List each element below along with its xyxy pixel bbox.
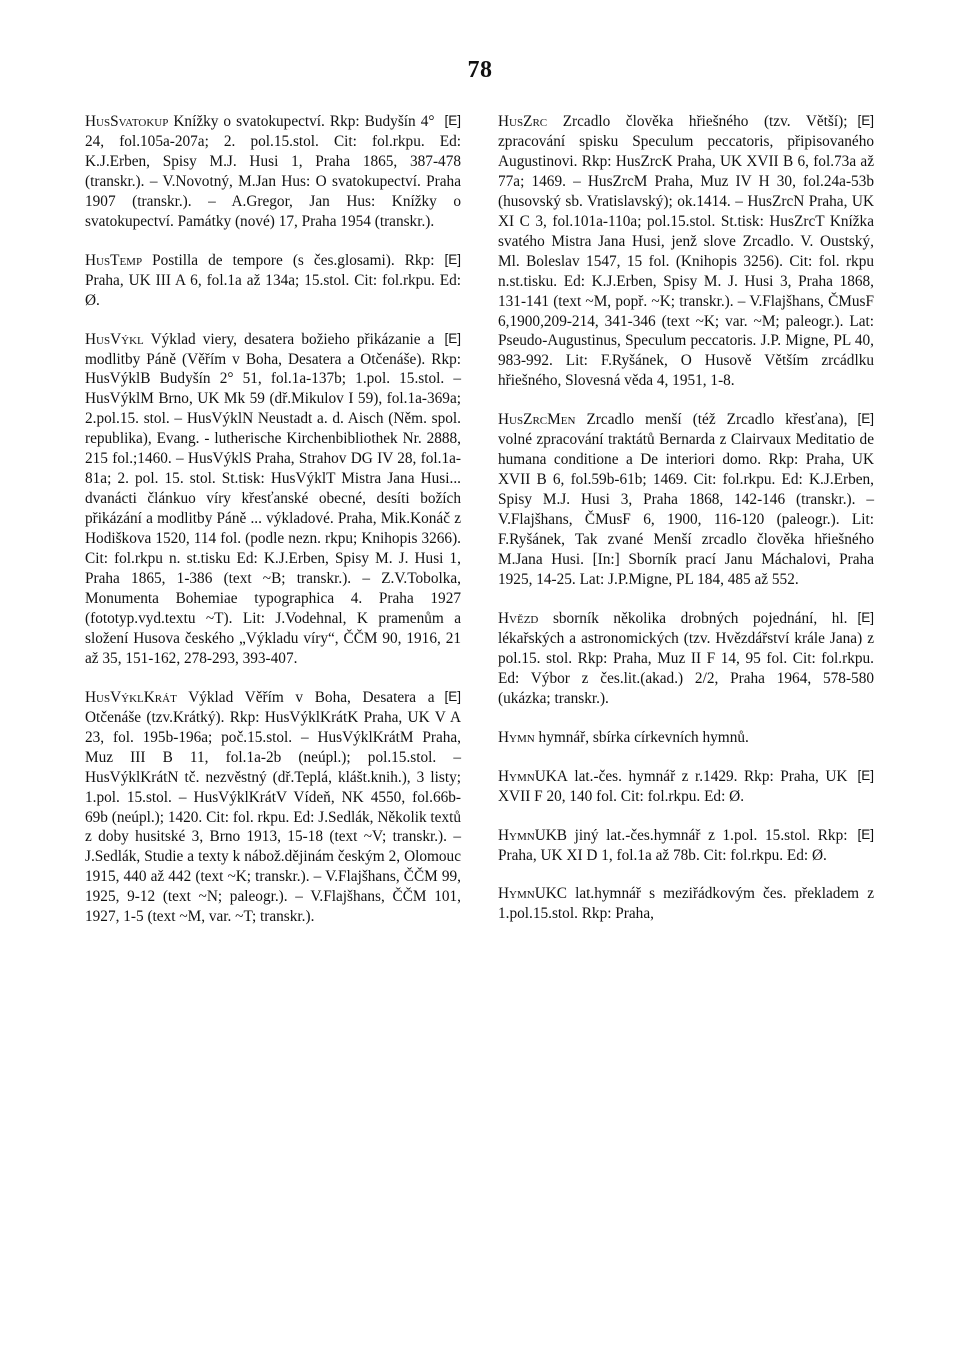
entry-text: Výklad Věřím v Boha, Desatera a Otčenáše (tzv.Krátký). Rkp: HusVýklKrátK Praha, UK V A 23, fol. 195b-196a; poč.15.stol. – HusVýklKrátM Praha, Muz III B 11, fol.1a-2b (neúpl.); pol.15.stol. – HusVýklKrátN tč. nezvěstný (dř.Teplá, klášt.knih.), 3 listy; 1.pol. 15.stol. – HusVýklKrátV Vídeň, NK 4550, fol.66b-69b (neúpl.); 1420. Cit: fol. rkpu. Ed: J.Sedlák, Několik textů z doby husitské 3, Brno 1913, 15-18 (text ~V; transkr.). – J.Sedlák, Studie a texty k nábož.dějinám českým 2, Olomouc 1915, 440 až 442 (text ~K; transkr.). – V.Flajšhans, ČČM 99, 1925, 9-12 (text ~N; paleogr.). – V.Flajšhans, ČČM 101, 1927, 1-5 (text ~M, var. ~T; transkr.). xyxy=(85,688,462,926)
entry-text: jiný lat.-čes.hymnář z 1.pol. 15.stol. Rkp: Praha, UK XI D 1, fol.1a až 78b. Cit: fol.rkpu. Ed: Ø. xyxy=(498,826,848,864)
edition-mark: [E] xyxy=(857,767,874,783)
entry-text: Výklad viery, desatera božieho přikázanie a modlitby Páně (Věřím v Boha, Desatera a Otčenáše). Rkp: HusVýklB Budyšín 2° 51, fol.1a-137b; 1.pol. 15.stol. – HusVýklM Brno, UK Mk 59 (dř.Mikulov I 59), fol.1a-369a; 2.pol.15. stol. – HusVýklN Neustadt a. d. Aisch (Něm. spol. republika), Evang. - lutherische Kirchenbibliothek Nr. 2888, 215 fol.;1460. – HusVýklS Praha, Strahov DG IV 28, fol.1a-81a; 2. pol. 15. stol. St.tisk: HusVýklT Mistra Jana Husi... dvanácti článkuo víry křesťanské obecné, desíti božích přikázání a modlitby Páně ... výkladové. Praha, Mik.Konáč z Hodiškova 1520, 114 fol. (podle nezn. rkpu; Knihopis 3266). Cit: fol.rkpu n. st.tisku Ed: K.J.Erben, Spisy M. J. Husi 1, Praha 1865, 1-386 (text ~B; transkr.). – Z.V.Tobolka, Monumenta Bohemiae typographica 4. Praha 1927 (fototyp.vyd.textu ~T). Lit: J.Vodehnal, K pramenům a složení Husova českého „Výkladu víry“, ČČM 90, 1916, 21 až 35, 151-162, 278-293, 393-407. xyxy=(85,330,461,667)
dictionary-entry-huszrc xyxy=(498,112,874,391)
entry-text: Zrcadlo menší (též Zrcadlo křesťana), volné zpracování traktátů Bernarda z Clairvaux Meditatio de humana conditione a De interiori domo. Rkp: Praha, UK XVII B 6, fol.59b-61b; 1469. Cit: fol.rkpu. Ed: K.J.Erben, Spisy M.J. Husi 3, Praha 1868, 142-146 (transkr.). – V.Flajšhans, ČMusF 6, 1900, 116-120 (paleogr.). Lit: F.Ryšánek, Tak zvané Menší zrcadlo člověka hřiešného M.Jana Husi. [In:] Sborník prací Janu Máchalovi, Praha 1925, 14-25. Lat: J.P.Migne, PL 184, 485 až 552. xyxy=(498,411,874,588)
entry-heading: HusTemp xyxy=(85,251,143,269)
entry-heading: HusZrcMen xyxy=(498,411,576,429)
entry-heading: HusZrc xyxy=(498,113,548,130)
entry-heading: HusSvatokup xyxy=(85,113,169,130)
edition-mark: [E] xyxy=(857,826,874,842)
dictionary-entry-huszrcmen xyxy=(498,410,874,590)
dictionary-entry-husvyklkrat xyxy=(85,688,461,927)
entry-text: Knížky o svatokupectví. Rkp: Budyšín 4° 24, fol.105a-207a; 2. pol.15.stol. Cit: fol.rkpu. Ed: K.J.Erben, Spisy M.J. Husi 1, Praha 1865, 387-478 (transkr.). – V.Novotný, M.Jan Hus: O svatokupectví. Praha 1907 (transkr.). – A.Gregor, Jan Hus: Knížky o svatokupectví. Památky (nové) 17, Praha 1954 (transkr.). xyxy=(85,113,461,230)
entry-heading: HymnUKB xyxy=(498,826,568,844)
edition-mark: [E] xyxy=(444,688,461,704)
dictionary-entry-hymnukc xyxy=(498,884,874,924)
entry-heading: HymnUKC xyxy=(498,885,568,903)
entry-text: Postilla de tempore (s čes.glosami). Rkp: Praha, UK III A 6, fol.1a až 134a; 15.stol. Cit: fol.rkpu. Ed: Ø. xyxy=(85,251,461,309)
edition-mark: [E] xyxy=(857,113,874,128)
edition-mark: [E] xyxy=(444,330,461,346)
dictionary-entry-hustemp xyxy=(85,251,461,311)
right-column xyxy=(498,112,874,943)
entry-text: lat.hymnář s meziřádkovým čes. překladem z 1.pol.15.stol. Rkp: Praha, xyxy=(498,885,874,923)
page-number: 78 xyxy=(467,57,493,83)
entry-text: lat.-čes. hymnář z r.1429. Rkp: Praha, UK XVII F 20, 140 fol. Cit: fol.rkpu. Ed: Ø. xyxy=(498,767,848,805)
dictionary-entry-husvykl xyxy=(85,330,461,669)
left-column xyxy=(85,112,461,946)
entry-heading: HusVýklKrát xyxy=(85,688,177,706)
edition-mark: [E] xyxy=(857,411,874,427)
edition-mark: [E] xyxy=(857,609,874,625)
dictionary-entry-hvezd xyxy=(498,609,874,709)
edition-mark: [E] xyxy=(444,251,461,267)
entry-heading: Hvězd xyxy=(498,609,539,627)
entry-text: hymnář, sbírka církevních hymnů. xyxy=(534,728,749,746)
dictionary-entry-hymnukb xyxy=(498,826,874,866)
edition-mark: [E] xyxy=(444,113,461,128)
entry-heading: HymnUKA xyxy=(498,767,568,785)
entry-text: Zrcadlo člověka hřiešného (tzv. Větší); zpracování spisku Speculum peccatoris, připisovaného Augustinovi. Rkp: HusZrcK Praha, UK XVII B 6, fol.73a až 77a; 1469. – HusZrcM Praha, Muz IV H 30, fol.24a-53b (husovský sb. Vratislavský); ok.1414. – HusZrcN Praha, UK XI C 3, fol.101a-110a; pol.15.stol. St.tisk: HusZrcT Knížka svatého Mistra Jana Husi, jenž slove Zrcadlo. V. Oustský, Ml. Boleslav 1547, 15 fol. (Knihopis 3256). Cit: fol. rkpu n.st.tisku. Ed: K.J.Erben, Spisy M. J. Husi 3, Praha 1868, 131-141 (text ~M, popř. ~K; transkr.). – V.Flajšhans, ČMusF 6,1900,209-214, 341-346 (text ~K; var. ~M; paleogr.). Lat: Pseudo-Augustinus, Speculum peccatoris. J.P. Migne, PL 40, 983-992. Lit: F.Ryšánek, O Husově Větším zrcádlku hřiešného, Slovesná věda 4, 1951, 1-8. xyxy=(498,113,874,390)
entry-text: sborník několika drobných pojednání, hl. lékařských a astronomických (tzv. Hvězdářství krále Jana) z pol.15. stol. Rkp: Praha, Muz II F 14, 95 fol. Cit: fol.rkpu. Ed: Výbor z čes.lit.(akad.) 2/2, Praha 1964, 578-580 (ukázka; transkr.). xyxy=(498,609,874,707)
entry-heading: Hymn xyxy=(498,728,535,746)
dictionary-entry-hussvatokup xyxy=(85,112,461,232)
dictionary-entry-hymn xyxy=(498,728,874,748)
entry-heading: HusVýkl xyxy=(85,330,144,348)
dictionary-entry-hymnuka xyxy=(498,767,874,807)
